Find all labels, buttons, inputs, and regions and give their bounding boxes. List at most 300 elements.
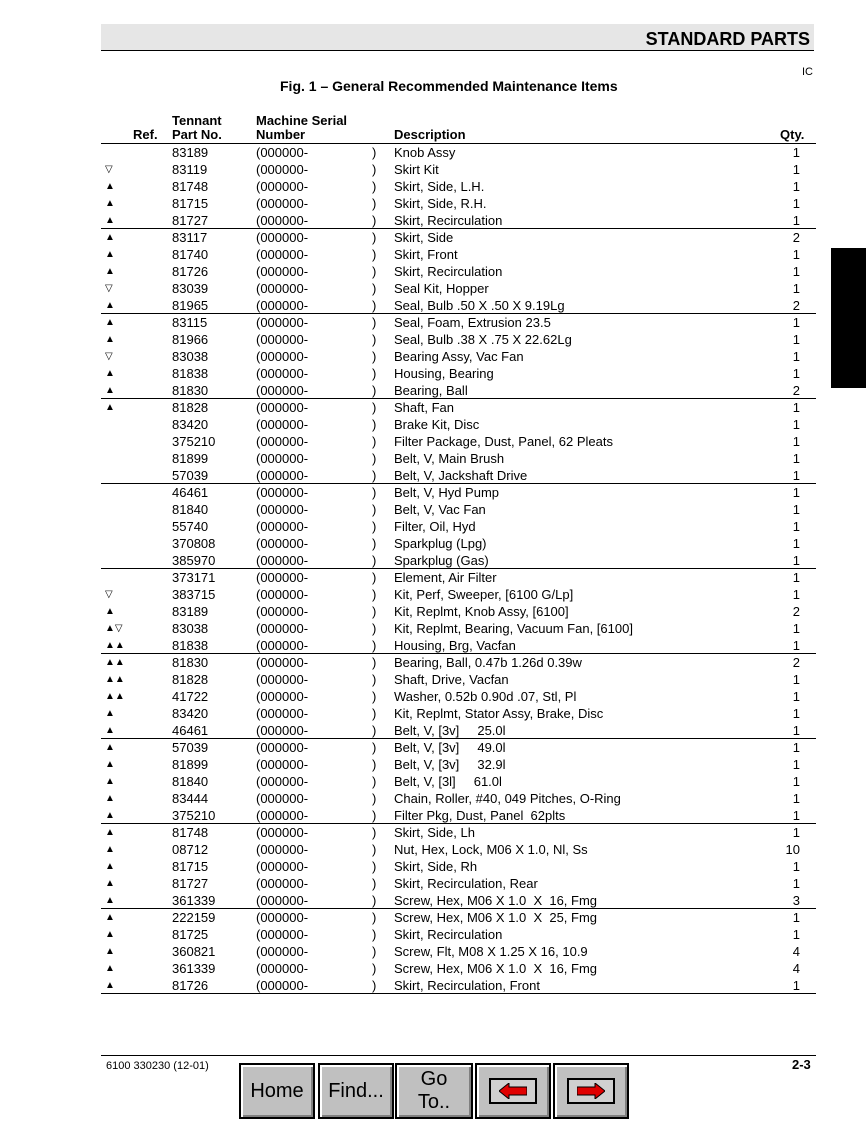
ref-marker: ▲ (105, 402, 115, 413)
description: Seal, Bulb .50 X .50 X 9.19Lg (394, 298, 565, 313)
table-row (101, 263, 816, 280)
description: Seal Kit, Hopper (394, 281, 489, 296)
serial-close: ) (372, 791, 377, 806)
quantity: 2 (792, 230, 800, 245)
quantity: 1 (792, 791, 800, 806)
next-page-button[interactable] (553, 1063, 629, 1119)
table-row (101, 790, 816, 807)
serial-close: ) (372, 315, 377, 330)
serial-close: ) (372, 859, 377, 874)
part-number: 81727 (172, 876, 209, 891)
quantity: 1 (792, 315, 800, 330)
description: Shaft, Drive, Vacfan (394, 672, 509, 687)
part-number: 81966 (172, 332, 209, 347)
serial-number: (000000- (256, 825, 309, 840)
quantity: 1 (792, 179, 800, 194)
col-head-serial-top: Machine Serial (256, 113, 348, 128)
table-row (101, 671, 816, 688)
serial-number: (000000- (256, 791, 309, 806)
document-number: 6100 330230 (12-01) (106, 1060, 209, 1072)
serial-number: (000000- (256, 536, 309, 551)
description: Screw, Hex, M06 X 1.0 X 16, Fmg (394, 893, 598, 908)
table-row (101, 858, 816, 875)
serial-number: (000000- (256, 570, 309, 585)
serial-close: ) (372, 213, 377, 228)
part-number: 83117 (172, 230, 208, 245)
serial-close: ) (372, 570, 377, 585)
ref-marker: ▽ (105, 589, 113, 600)
table-row (101, 331, 816, 348)
description: Skirt, Recirculation, Front (394, 978, 540, 993)
part-number: 46461 (172, 485, 209, 500)
part-number: 81830 (172, 655, 209, 670)
figure-title: Fig. 1 – General Recommended Maintenance Items (280, 78, 618, 94)
serial-close: ) (372, 179, 377, 194)
serial-close: ) (372, 451, 377, 466)
quantity: 2 (792, 383, 800, 398)
serial-number: (000000- (256, 179, 309, 194)
serial-number: (000000- (256, 315, 309, 330)
serial-close: ) (372, 400, 377, 415)
ref-marker: ▲▲ (105, 674, 125, 685)
ref-marker: ▲ (105, 878, 115, 889)
table-row (101, 688, 816, 705)
quantity: 1 (792, 740, 800, 755)
quantity: 1 (792, 213, 800, 228)
serial-close: ) (372, 757, 377, 772)
description: Skirt, Side, R.H. (394, 196, 487, 211)
serial-close: ) (372, 978, 377, 993)
part-number: 81740 (172, 247, 209, 262)
serial-close: ) (372, 808, 377, 823)
serial-number: (000000- (256, 893, 309, 908)
serial-close: ) (372, 298, 377, 313)
ref-marker: ▲ (105, 266, 115, 277)
col-head-qty: Qty. (780, 127, 805, 142)
description: Skirt, Recirculation (394, 927, 503, 942)
serial-close: ) (372, 247, 377, 262)
table-row (101, 960, 816, 977)
table-row (101, 195, 816, 212)
part-number: 360821 (172, 944, 216, 959)
ref-marker: ▲ (105, 912, 115, 923)
description: Kit, Replmt, Stator Assy, Brake, Disc (394, 706, 604, 721)
description: Screw, Hex, M06 X 1.0 X 25, Fmg (394, 910, 598, 925)
quantity: 1 (792, 434, 800, 449)
table-row (101, 518, 816, 535)
serial-close: ) (372, 774, 377, 789)
part-number: 222159 (172, 910, 216, 925)
quantity: 1 (792, 638, 800, 653)
serial-close: ) (372, 621, 377, 636)
serial-number: (000000- (256, 281, 309, 296)
table-row (101, 977, 816, 994)
serial-number: (000000- (256, 740, 309, 755)
quantity: 1 (792, 196, 800, 211)
quantity: 4 (792, 961, 800, 976)
ref-marker: ▽ (105, 164, 113, 175)
serial-close: ) (372, 672, 377, 687)
description: Brake Kit, Disc (394, 417, 480, 432)
ic-mark: IC (802, 66, 813, 78)
ref-marker: ▲ (105, 742, 115, 753)
quantity: 1 (792, 366, 800, 381)
serial-number: (000000- (256, 349, 309, 364)
table-row (101, 739, 816, 756)
serial-close: ) (372, 417, 377, 432)
part-number: 83189 (172, 145, 209, 160)
table-row (101, 450, 816, 467)
quantity: 1 (792, 808, 800, 823)
part-number: 81725 (172, 927, 209, 942)
ref-marker: ▲ (105, 929, 115, 940)
table-row (101, 943, 816, 960)
part-number: 46461 (172, 723, 209, 738)
part-number: 375210 (172, 808, 216, 823)
footer-rule (101, 1055, 816, 1056)
table-row (101, 382, 816, 399)
description: Belt, V, Main Brush (394, 451, 505, 466)
serial-number: (000000- (256, 672, 309, 687)
table-row (101, 501, 816, 518)
ref-marker: ▲ (105, 215, 115, 226)
part-number: 83420 (172, 706, 209, 721)
table-row (101, 586, 816, 603)
quantity: 1 (792, 502, 800, 517)
quantity: 10 (785, 842, 800, 857)
description: Skirt Kit (394, 162, 439, 177)
table-row (101, 773, 816, 790)
quantity: 4 (792, 944, 800, 959)
quantity: 1 (792, 451, 800, 466)
part-number: 373171 (172, 570, 216, 585)
ref-marker: ▲ (105, 232, 115, 243)
table-row (101, 807, 816, 824)
ref-marker: ▽ (105, 283, 113, 294)
serial-number: (000000- (256, 230, 309, 245)
table-row (101, 229, 816, 246)
serial-number: (000000- (256, 485, 309, 500)
description: Filter, Oil, Hyd (394, 519, 476, 534)
part-number: 83189 (172, 604, 209, 619)
part-number: 81715 (172, 196, 209, 211)
quantity: 1 (792, 774, 800, 789)
part-number: 57039 (172, 468, 209, 483)
part-number: 81748 (172, 179, 209, 194)
description: Bearing, Ball, 0.47b 1.26d 0.39w (394, 655, 582, 670)
quantity: 1 (792, 468, 800, 483)
table-row (101, 569, 816, 586)
ref-marker: ▲▽ (105, 623, 123, 634)
description: Belt, V, [3v] 32.9l (394, 757, 506, 772)
quantity: 1 (792, 757, 800, 772)
ref-marker: ▲▲ (105, 691, 125, 702)
quantity: 1 (792, 587, 800, 602)
part-number: 83115 (172, 315, 208, 330)
table-row (101, 603, 816, 620)
serial-close: ) (372, 434, 377, 449)
serial-number: (000000- (256, 400, 309, 415)
serial-number: (000000- (256, 927, 309, 942)
quantity: 1 (792, 264, 800, 279)
ref-marker: ▲ (105, 198, 115, 209)
table-row (101, 722, 816, 739)
part-number: 41722 (172, 689, 209, 704)
serial-number: (000000- (256, 145, 309, 160)
quantity: 3 (792, 893, 800, 908)
serial-close: ) (372, 740, 377, 755)
part-number: 81726 (172, 978, 209, 993)
table-row (101, 467, 816, 484)
part-number: 81965 (172, 298, 209, 313)
part-number: 81727 (172, 213, 209, 228)
part-number: 81899 (172, 451, 209, 466)
serial-close: ) (372, 689, 377, 704)
ref-marker: ▲ (105, 793, 115, 804)
part-number: 83039 (172, 281, 209, 296)
table-row (101, 399, 816, 416)
serial-close: ) (372, 536, 377, 551)
ref-marker: ▲ (105, 759, 115, 770)
table-row (101, 909, 816, 926)
ref-marker: ▲▲ (105, 657, 125, 668)
quantity: 1 (792, 247, 800, 262)
section-tab-marker (831, 248, 866, 388)
table-row (101, 620, 816, 637)
serial-close: ) (372, 893, 377, 908)
col-head-part-no: Part No. (172, 127, 222, 142)
description: Nut, Hex, Lock, M06 X 1.0, Nl, Ss (394, 842, 588, 857)
serial-number: (000000- (256, 978, 309, 993)
part-number: 81838 (172, 366, 209, 381)
description: Washer, 0.52b 0.90d .07, Stl, Pl (394, 689, 577, 704)
serial-close: ) (372, 162, 377, 177)
parts-table (101, 144, 816, 994)
table-row (101, 756, 816, 773)
description: Filter Package, Dust, Panel, 62 Pleats (394, 434, 613, 449)
description: Screw, Hex, M06 X 1.0 X 16, Fmg (394, 961, 598, 976)
ref-marker: ▲ (105, 844, 115, 855)
table-row (101, 841, 816, 858)
table-row (101, 892, 816, 909)
description: Shaft, Fan (394, 400, 454, 415)
part-number: 81838 (172, 638, 209, 653)
ref-marker: ▲ (105, 181, 115, 192)
description: Element, Air Filter (394, 570, 497, 585)
serial-number: (000000- (256, 774, 309, 789)
serial-close: ) (372, 230, 377, 245)
serial-close: ) (372, 961, 377, 976)
serial-close: ) (372, 876, 377, 891)
serial-close: ) (372, 502, 377, 517)
part-number: 83119 (172, 162, 208, 177)
col-head-tennant: Tennant (172, 113, 222, 128)
quantity: 1 (792, 927, 800, 942)
serial-number: (000000- (256, 264, 309, 279)
serial-close: ) (372, 196, 377, 211)
quantity: 1 (792, 400, 800, 415)
quantity: 1 (792, 349, 800, 364)
quantity: 1 (792, 859, 800, 874)
description: Kit, Replmt, Knob Assy, [6100] (394, 604, 569, 619)
ref-marker: ▲ (105, 980, 115, 991)
table-row (101, 280, 816, 297)
description: Belt, V, Jackshaft Drive (394, 468, 528, 483)
table-row (101, 875, 816, 892)
serial-close: ) (372, 264, 377, 279)
serial-number: (000000- (256, 587, 309, 602)
serial-number: (000000- (256, 910, 309, 925)
serial-number: (000000- (256, 655, 309, 670)
part-number: 81748 (172, 825, 209, 840)
serial-number: (000000- (256, 876, 309, 891)
serial-number: (000000- (256, 638, 309, 653)
serial-number: (000000- (256, 689, 309, 704)
ref-marker: ▲ (105, 385, 115, 396)
description: Kit, Perf, Sweeper, [6100 G/Lp] (394, 587, 574, 602)
serial-close: ) (372, 723, 377, 738)
serial-close: ) (372, 383, 377, 398)
ref-marker: ▲ (105, 606, 115, 617)
serial-number: (000000- (256, 757, 309, 772)
quantity: 1 (792, 621, 800, 636)
serial-number: (000000- (256, 808, 309, 823)
ref-marker: ▲ (105, 776, 115, 787)
description: Skirt, Recirculation, Rear (394, 876, 538, 891)
description: Housing, Bearing (394, 366, 494, 381)
part-number: 81830 (172, 383, 209, 398)
ref-marker: ▲ (105, 249, 115, 260)
description: Belt, V, [3v] 25.0l (394, 723, 506, 738)
serial-number: (000000- (256, 366, 309, 381)
part-number: 81899 (172, 757, 209, 772)
serial-number: (000000- (256, 723, 309, 738)
table-row (101, 144, 816, 161)
table-row (101, 314, 816, 331)
home-button[interactable]: Home (239, 1063, 315, 1119)
quantity: 2 (792, 298, 800, 313)
serial-close: ) (372, 366, 377, 381)
description: Skirt, Recirculation (394, 264, 503, 279)
serial-close: ) (372, 485, 377, 500)
ref-marker: ▽ (105, 351, 113, 362)
table-row (101, 161, 816, 178)
quantity: 2 (792, 655, 800, 670)
part-number: 81828 (172, 400, 209, 415)
serial-number: (000000- (256, 417, 309, 432)
quantity: 1 (792, 485, 800, 500)
description: Bearing Assy, Vac Fan (394, 349, 524, 364)
ref-marker: ▲ (105, 725, 115, 736)
quantity: 1 (792, 570, 800, 585)
quantity: 1 (792, 825, 800, 840)
part-number: 383715 (172, 587, 216, 602)
col-head-serial-bottom: Number (256, 127, 306, 142)
table-row (101, 926, 816, 943)
table-row (101, 348, 816, 365)
serial-number: (000000- (256, 332, 309, 347)
ref-marker: ▲▲ (105, 640, 125, 651)
table-row (101, 212, 816, 229)
description: Sparkplug (Lpg) (394, 536, 487, 551)
quantity: 1 (792, 723, 800, 738)
description: Belt, V, Hyd Pump (394, 485, 500, 500)
description: Skirt, Side, Lh (394, 825, 475, 840)
description: Kit, Replmt, Bearing, Vacuum Fan, [6100] (394, 621, 633, 636)
table-row (101, 484, 816, 501)
description: Chain, Roller, #40, 049 Pitches, O-Ring (394, 791, 621, 806)
serial-close: ) (372, 944, 377, 959)
page-section-title: STANDARD PARTS (645, 29, 810, 49)
col-head-ref: Ref. (133, 127, 158, 142)
serial-number: (000000- (256, 621, 309, 636)
part-number: 55740 (172, 519, 209, 534)
page-number: 2-3 (792, 1057, 811, 1072)
serial-number: (000000- (256, 944, 309, 959)
quantity: 1 (792, 332, 800, 347)
prev-page-button[interactable] (475, 1063, 551, 1119)
table-row (101, 416, 816, 433)
find-button[interactable]: Find... (318, 1063, 394, 1119)
quantity: 1 (792, 417, 800, 432)
part-number: 81828 (172, 672, 209, 687)
ref-marker: ▲ (105, 317, 115, 328)
ref-marker: ▲ (105, 861, 115, 872)
part-number: 57039 (172, 740, 209, 755)
ref-marker: ▲ (105, 300, 115, 311)
table-row (101, 246, 816, 263)
part-number: 81715 (172, 859, 209, 874)
table-row (101, 365, 816, 382)
serial-number: (000000- (256, 196, 309, 211)
description: Skirt, Side (394, 230, 454, 245)
serial-close: ) (372, 825, 377, 840)
description: Skirt, Side, Rh (394, 859, 478, 874)
description: Seal, Foam, Extrusion 23.5 (394, 315, 551, 330)
description: Belt, V, [3v] 49.0l (394, 740, 506, 755)
serial-number: (000000- (256, 706, 309, 721)
part-number: 385970 (172, 553, 216, 568)
description: Filter Pkg, Dust, Panel 62plts (394, 808, 566, 823)
arrow-left-icon (489, 1078, 537, 1104)
serial-close: ) (372, 332, 377, 347)
quantity: 1 (792, 910, 800, 925)
serial-close: ) (372, 604, 377, 619)
serial-number: (000000- (256, 859, 309, 874)
serial-number: (000000- (256, 468, 309, 483)
serial-close: ) (372, 349, 377, 364)
table-row (101, 637, 816, 654)
part-number: 81726 (172, 264, 209, 279)
serial-close: ) (372, 145, 377, 160)
table-row (101, 824, 816, 841)
serial-close: ) (372, 468, 377, 483)
ref-marker: ▲ (105, 708, 115, 719)
quantity: 2 (792, 604, 800, 619)
serial-close: ) (372, 910, 377, 925)
ref-marker: ▲ (105, 810, 115, 821)
table-row (101, 433, 816, 450)
part-number: 83444 (172, 791, 209, 806)
ref-marker: ▲ (105, 946, 115, 957)
serial-close: ) (372, 842, 377, 857)
description: Sparkplug (Gas) (394, 553, 489, 568)
quantity: 1 (792, 672, 800, 687)
quantity: 1 (792, 162, 800, 177)
serial-number: (000000- (256, 604, 309, 619)
serial-close: ) (372, 519, 377, 534)
goto-button[interactable]: Go To.. (395, 1063, 473, 1119)
